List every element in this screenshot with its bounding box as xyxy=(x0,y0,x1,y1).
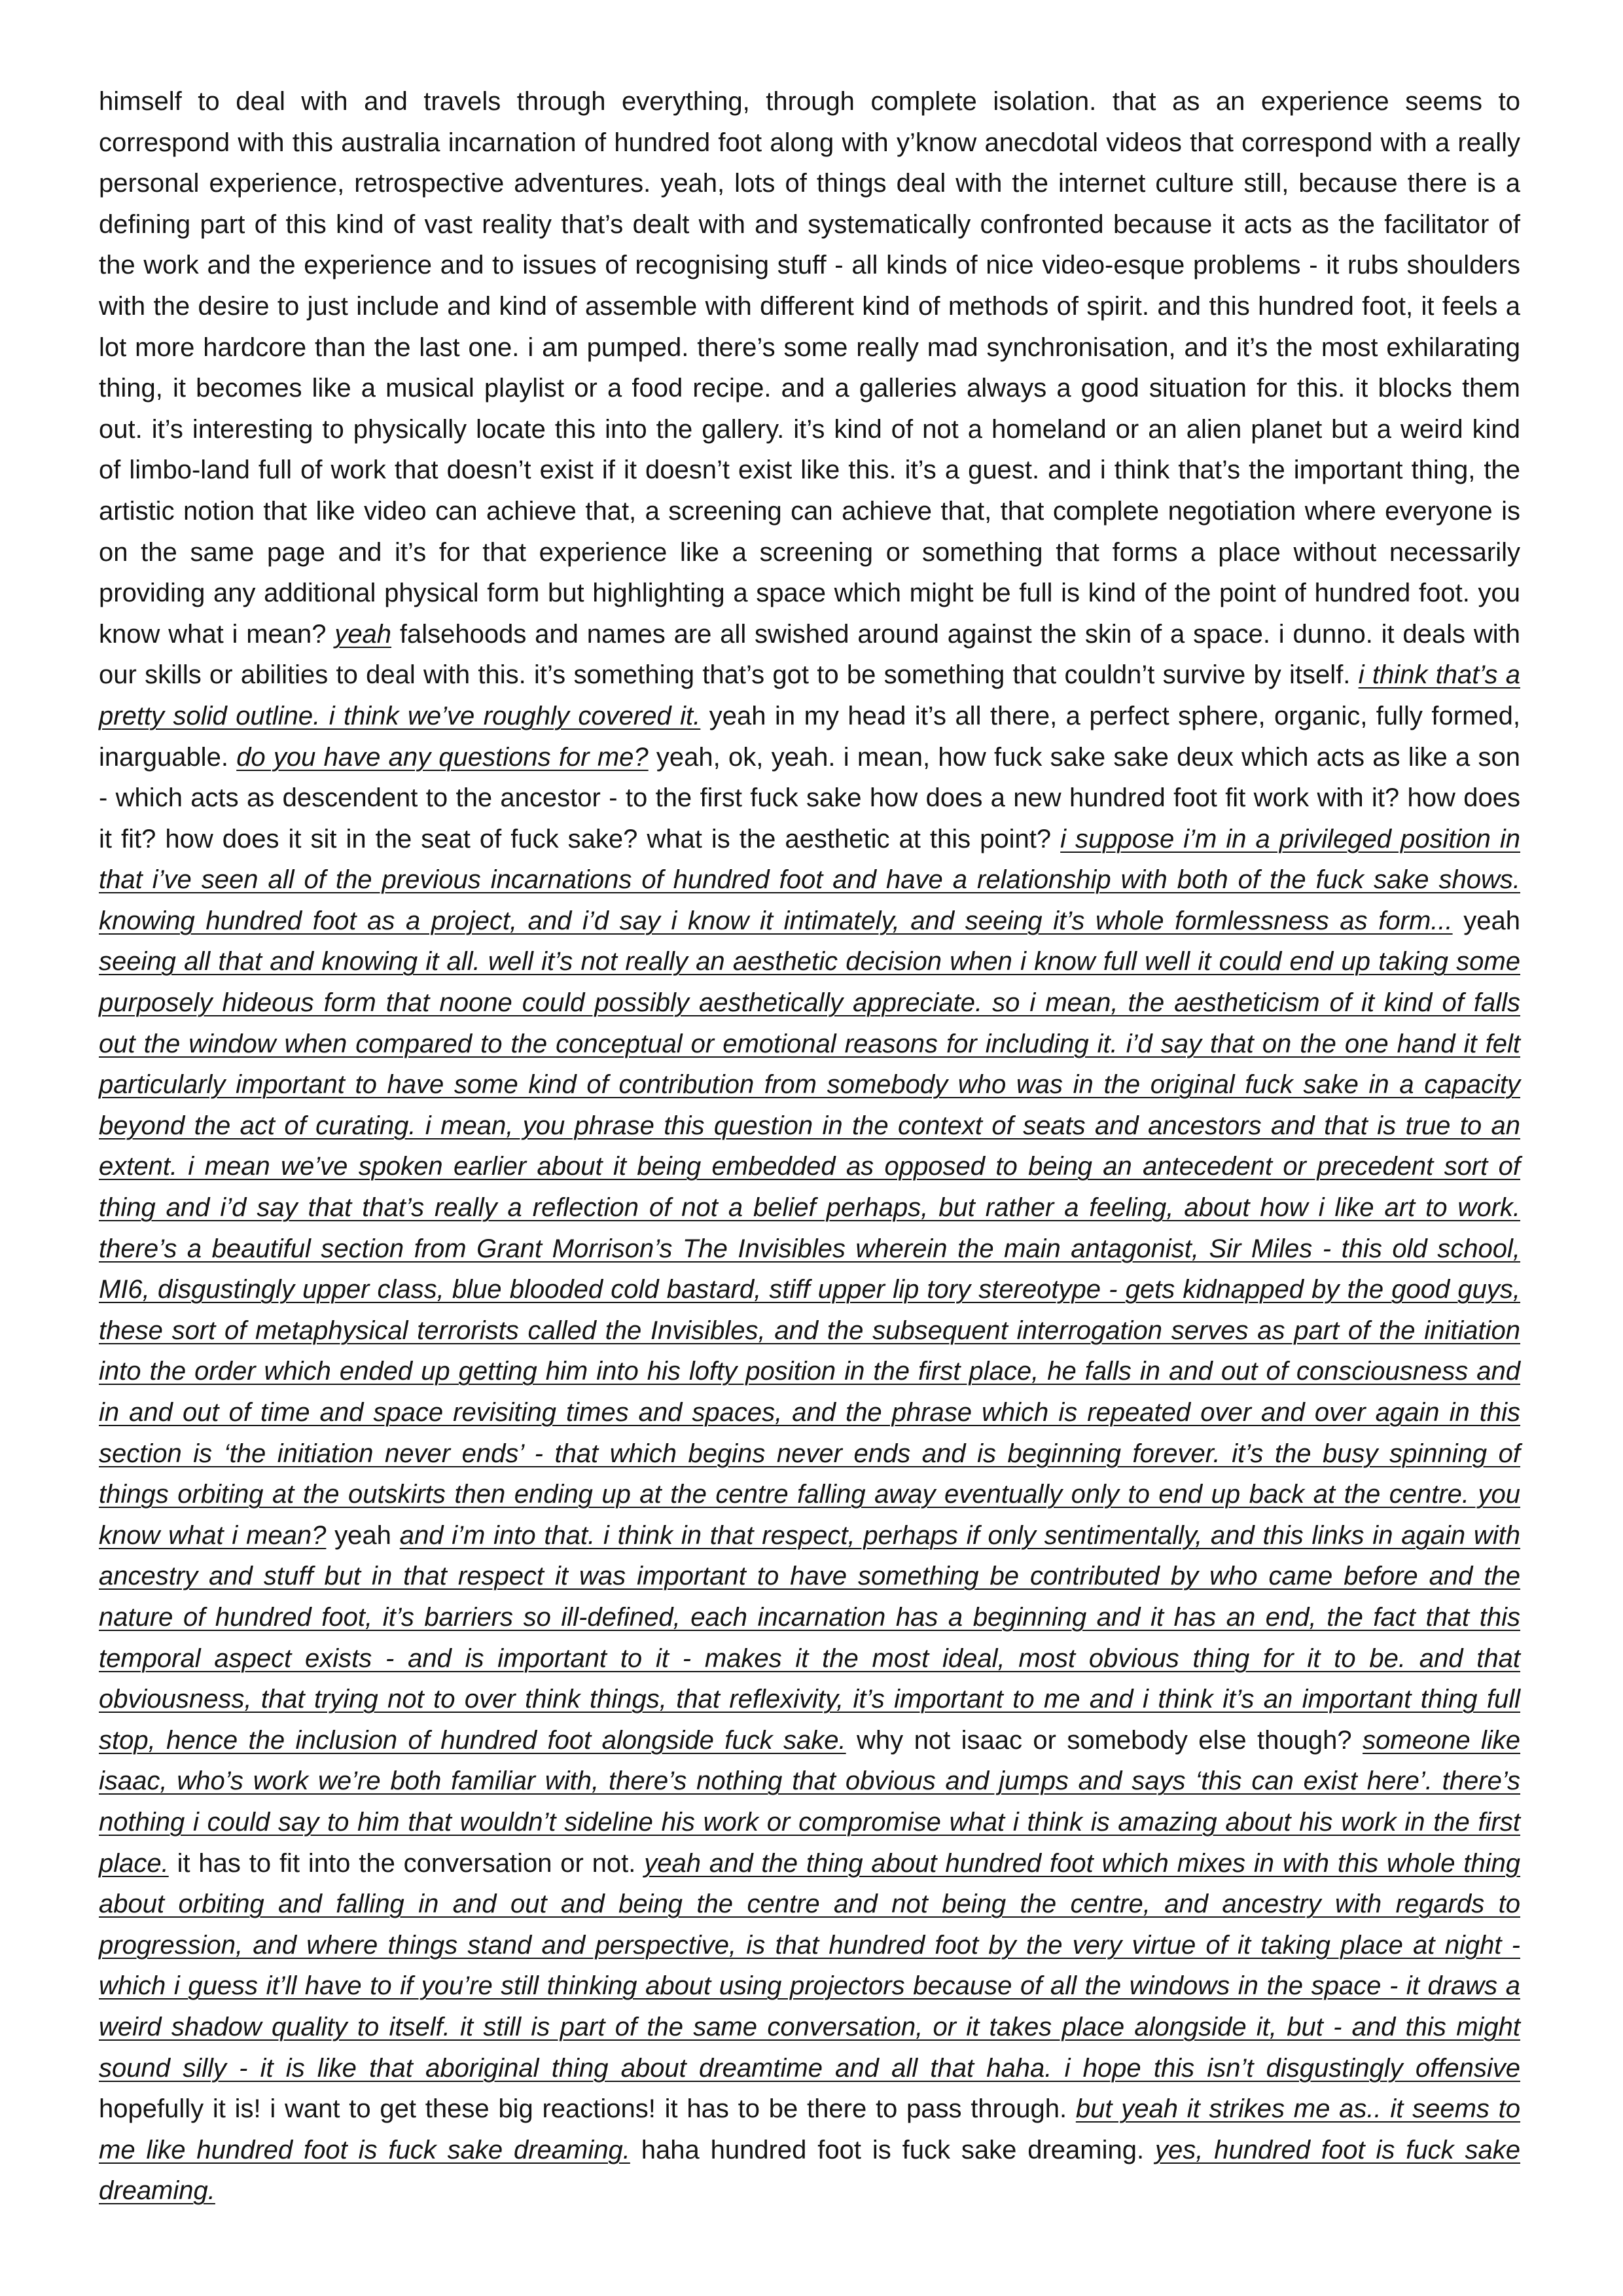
interviewer-remark: and i’m into that. i think in that respect, perhaps if only sentimentally, and this links in again with ancestry and stuff but in that respect it was important to have something be contributed by who came before and the nature of hundred foot, it’s barriers so ill-defined, each incarnation has a beginning and it has an end, the fact that this temporal aspect exists - and is important to it - makes it the most ideal, most obvious thing for it to be. and that obviousness, that trying not to over think things, that reflexivity, it’s important to me and i think it’s an important thing full stop, hence the inclusion of hundred foot alongside fuck sake. xyxy=(99,1520,1521,1755)
interviewer-remark: seeing all that and knowing it all. well it’s not really an aesthetic decision when i know full well it could end up taking some purposely hideous form that noone could possibly aesthetically appreciate. so i mean, the aestheticism of it kind of falls out the window when compared to the conceptual or emotional reasons for including it. i’d say that on the one hand it felt particularly important to have some kind of contribution from somebody who was in the original fuck sake in a capacity beyond the act of curating. i mean, you phrase this question in the context of seats and ancestors and that is true to an extent. i mean we’ve spoken earlier about it being embedded as opposed to being an antecedent or precedent sort of thing and i’d say that that’s really a reflection of not a belief perhaps, but rather a feeling, about how i like art to work. there’s a beautiful section from Grant Morrison’s The Invisibles wherein the main antagonist, Sir Miles - this old school, MI6, disgustingly upper class, blue blooded cold bastard, stiff upper lip tory stereotype - gets kidnapped by the good guys, these sort of metaphysical terrorists called the Invisibles, and the subsequent interrogation serves as part of the initiation into the order which ended up getting him into his lofty position in the first place, he falls in and out of consciousness and in and out of time and space revisiting times and spaces, and the phrase which is repeated over and over again in this section is ‘the initiation never ends’ - that which begins never ends and is beginning forever. it’s the busy spinning of things orbiting at the outskirts then ending up at the centre falling away eventually only to end up back at the centre. you know what i mean? xyxy=(99,947,1520,1550)
interviewer-remark: i think that’s a pretty solid outline. i think we’ve roughly covered it. xyxy=(99,660,1520,730)
text-segment: it has to fit into the conversation or not. xyxy=(168,1848,645,1878)
interviewer-remark: yes, hundred foot is fuck sake dreaming. xyxy=(99,2135,1521,2206)
interviewer-remark: yeah and the thing about hundred foot which mixes in with this whole thing about orbiting and falling in and out and being the centre and not being the centre, and ancestry with regards to progression, and where things stand and perspective, is that hundred foot by the very virtue of it taking place at night - which i guess it’ll have to if you’re still thinking about using projectors because of all the windows in the space - it draws a weird shadow quality to itself. it still is part of the same conversation, or it takes place alongside it, but - and this might sound silly - it is like that aboriginal thing about dreamtime and all that haha. i hope this isn’t disgustingly offensive xyxy=(99,1848,1521,2083)
text-segment: haha hundred foot is fuck sake dreaming. xyxy=(630,2135,1155,2164)
interviewer-remark: i suppose i’m in a privileged position in that i’ve seen all of the previous incarnations of hundred foot and have a relationship with both of the fuck sake shows. knowing hundred foot as a project, and i’d say i know it intimately, and seeing it’s whole formlessness as form... xyxy=(99,824,1520,935)
interviewer-remark: someone like isaac, who’s work we’re both familiar with, there’s nothing that obvious and jumps and says ‘this can exist here’. there’s nothing i could say to him that wouldn’t sideline his work or compromise what i think is amazing about his work in the first place. xyxy=(99,1725,1521,1878)
interviewer-remark: do you have any questions for me? xyxy=(236,742,649,772)
text-segment: hopefully it is! i want to get these big reactions! it has to be there to pass through. xyxy=(99,2094,1076,2124)
interviewer-remark: yeah xyxy=(334,619,392,649)
text-segment: why not isaac or somebody else though? xyxy=(846,1725,1363,1755)
text-segment: himself to deal with and travels through everything, through complete isolation. that as an experience seems to correspond with this australia incarnation of hundred foot along with y’know anecdotal videos that correspond with a really personal experience, retrospective adventures. yeah, lots of things deal with the internet culture still, because there is a defining part of this kind of vast reality that’s dealt with and systematically confronted because it acts as the facilitator of the work and the experience and to issues of recognising stuff - all kinds of nice video-esque problems - it rubs shoulders with the desire to just include and kind of assemble with different kind of methods of spirit. and this hundred foot, it feels a lot more hardcore than the last one. i am pumped. there’s some really mad synchronisation, and it’s the most exhilarating thing, it becomes like a musical playlist or a food recipe. and a galleries always a good situation for this. it blocks them out. it’s interesting to physically locate this into the gallery. it’s kind of not a homeland or an alien planet but a weird kind of limbo-land full of work that doesn’t exist if it doesn’t exist like this. it’s a guest. and i think that’s the important thing, the artistic notion that like video can achieve that, a screening can achieve that, that complete negotiation where everyone is on the same page and it’s for that experience like a screening or something that forms a place without necessarily providing any additional physical form but highlighting a space which might be full is kind of the point of hundred foot. you know what i mean? xyxy=(99,87,1520,649)
interviewer-remark: but yeah it strikes me as.. it seems to me like hundred foot is fuck sake dreaming. xyxy=(99,2094,1521,2164)
text-segment: yeah in my head it’s all there, a perfect sphere, organic, fully formed, inarguable. xyxy=(99,701,1521,772)
text-segment: yeah xyxy=(326,1520,400,1550)
text-segment: yeah, ok, yeah. i mean, how fuck sake sake deux which acts as like a son - which acts as descendent to the ancestor - to the first fuck sake how does a new hundred foot fit work with it? how does it fit? how does it sit in the seat of fuck sake? what is the aesthetic at this point? xyxy=(99,742,1520,853)
transcript-text xyxy=(99,81,1520,2212)
text-segment: falsehoods and names are all swished around against the skin of a space. i dunno. it deals with our skills or abilities to deal with this. it’s something that’s got to be something that couldn’t survive by itself. xyxy=(99,619,1521,690)
text-segment: yeah xyxy=(1452,906,1520,935)
